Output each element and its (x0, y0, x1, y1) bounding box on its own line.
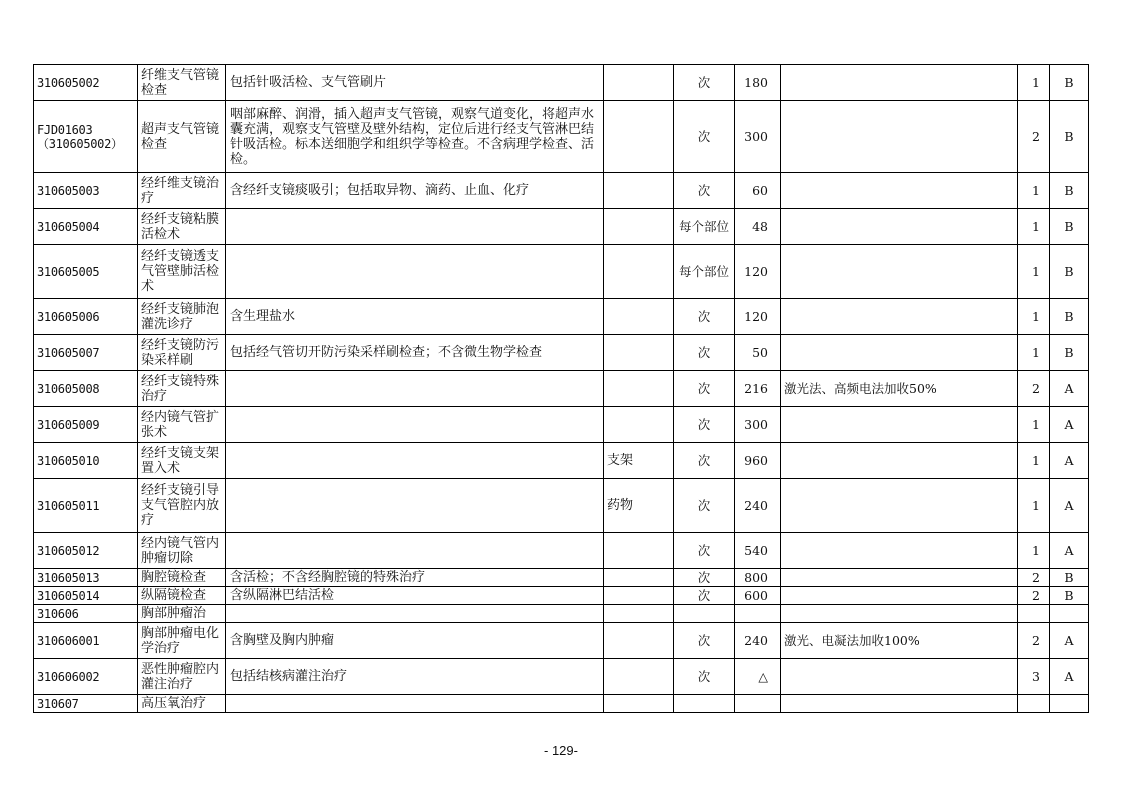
item-category-cell: B (1050, 569, 1089, 587)
item-code-cell: 310605004 (34, 209, 138, 245)
item-unit-cell: 次 (674, 533, 735, 569)
item-code-cell: 310606002 (34, 659, 138, 695)
item-content-cell: 包括针吸活检、支气管刷片 (226, 65, 604, 101)
item-name-cell: 超声支气管镜检查 (138, 101, 226, 173)
item-level-cell: 1 (1018, 443, 1050, 479)
item-level-cell: 3 (1018, 659, 1050, 695)
item-exclusion-cell (604, 173, 674, 209)
item-price-cell: 300 (735, 101, 781, 173)
item-note-cell (781, 587, 1018, 605)
item-category-cell: B (1050, 173, 1089, 209)
item-level-cell: 2 (1018, 587, 1050, 605)
item-note-cell (781, 245, 1018, 299)
item-level-cell: 1 (1018, 299, 1050, 335)
item-category-cell: A (1050, 443, 1089, 479)
item-level-cell: 1 (1018, 65, 1050, 101)
item-exclusion-cell (604, 101, 674, 173)
item-code-cell: 310605014 (34, 587, 138, 605)
item-exclusion-cell (604, 623, 674, 659)
item-name-cell: 胸腔镜检查 (138, 569, 226, 587)
item-price-cell: 540 (735, 533, 781, 569)
item-exclusion-cell (604, 695, 674, 713)
item-name-cell: 纤维支气管镜检查 (138, 65, 226, 101)
table-row (34, 587, 1089, 605)
item-code-cell: 310605003 (34, 173, 138, 209)
item-exclusion-cell (604, 65, 674, 101)
item-name-cell: 经内镜气管扩张术 (138, 407, 226, 443)
item-code-cell: 310606 (34, 605, 138, 623)
item-content-cell (226, 695, 604, 713)
table-row (34, 299, 1089, 335)
item-price-cell: 120 (735, 245, 781, 299)
item-name-cell: 经纤支镜防污染采样刷 (138, 335, 226, 371)
item-content-cell (226, 533, 604, 569)
item-code-cell: 310605009 (34, 407, 138, 443)
item-code-cell: 310607 (34, 695, 138, 713)
item-code-cell: 310605010 (34, 443, 138, 479)
item-category-cell: B (1050, 65, 1089, 101)
item-name-cell: 经纤支镜粘膜活检术 (138, 209, 226, 245)
item-content-cell: 包括结核病灌注治疗 (226, 659, 604, 695)
item-name-cell: 纵隔镜检查 (138, 587, 226, 605)
item-unit-cell: 次 (674, 407, 735, 443)
item-code-cell: 310605011 (34, 479, 138, 533)
item-category-cell: A (1050, 623, 1089, 659)
table-row (34, 443, 1089, 479)
item-price-cell: 180 (735, 65, 781, 101)
item-category-cell: B (1050, 101, 1089, 173)
item-note-cell (781, 443, 1018, 479)
item-note-cell (781, 407, 1018, 443)
item-content-cell (226, 245, 604, 299)
item-name-cell: 经纤支镜特殊治疗 (138, 371, 226, 407)
item-note-cell (781, 335, 1018, 371)
item-exclusion-cell (604, 245, 674, 299)
table-row (34, 101, 1089, 173)
table-row (34, 173, 1089, 209)
item-unit-cell (674, 695, 735, 713)
item-category-cell: B (1050, 299, 1089, 335)
item-exclusion-cell (604, 605, 674, 623)
item-unit-cell: 次 (674, 371, 735, 407)
item-content-cell (226, 443, 604, 479)
fee-table (33, 64, 1089, 713)
item-level-cell (1018, 605, 1050, 623)
item-price-cell: 300 (735, 407, 781, 443)
item-level-cell: 1 (1018, 335, 1050, 371)
item-exclusion-cell (604, 209, 674, 245)
table-row (34, 623, 1089, 659)
table-row (34, 335, 1089, 371)
table-row (34, 371, 1089, 407)
item-unit-cell: 次 (674, 479, 735, 533)
item-category-cell (1050, 695, 1089, 713)
item-content-cell (226, 209, 604, 245)
item-price-cell: △ (735, 659, 781, 695)
item-exclusion-cell (604, 533, 674, 569)
table-row (34, 659, 1089, 695)
item-note-cell (781, 65, 1018, 101)
item-price-cell: 60 (735, 173, 781, 209)
item-price-cell (735, 605, 781, 623)
table-row (34, 569, 1089, 587)
item-unit-cell: 次 (674, 65, 735, 101)
item-exclusion-cell (604, 659, 674, 695)
item-price-cell: 48 (735, 209, 781, 245)
item-price-cell: 240 (735, 623, 781, 659)
item-name-cell: 恶性肿瘤腔内灌注治疗 (138, 659, 226, 695)
table-row (34, 695, 1089, 713)
item-code-cell: 310605002 (34, 65, 138, 101)
item-content-cell (226, 371, 604, 407)
item-price-cell (735, 695, 781, 713)
item-exclusion-cell (604, 569, 674, 587)
item-content-cell: 含经纤支镜痰吸引；包括取异物、滴药、止血、化疗 (226, 173, 604, 209)
item-code-cell: 310605008 (34, 371, 138, 407)
table-row (34, 533, 1089, 569)
item-exclusion-cell: 药物 (604, 479, 674, 533)
item-unit-cell: 次 (674, 623, 735, 659)
table-row (34, 479, 1089, 533)
item-code-cell: FJD01603 （310605002） (34, 101, 138, 173)
item-content-cell: 咽部麻醉、润滑，插入超声支气管镜，观察气道变化，将超声水囊充满，观察支气管壁及壁外结构，定位后进行经支气管淋巴结针吸活检。标本送细胞学和组织学等检查。不含病理学检查、活检。 (226, 101, 604, 173)
item-price-cell: 600 (735, 587, 781, 605)
item-name-cell: 胸部肿瘤治 (138, 605, 226, 623)
item-category-cell (1050, 605, 1089, 623)
table-body (34, 65, 1089, 713)
item-level-cell: 2 (1018, 623, 1050, 659)
item-category-cell: B (1050, 335, 1089, 371)
item-level-cell: 1 (1018, 533, 1050, 569)
item-exclusion-cell (604, 371, 674, 407)
table-row (34, 605, 1089, 623)
item-category-cell: A (1050, 533, 1089, 569)
item-code-cell: 310605007 (34, 335, 138, 371)
item-level-cell: 1 (1018, 407, 1050, 443)
table-row (34, 65, 1089, 101)
item-content-cell (226, 407, 604, 443)
item-exclusion-cell: 支架 (604, 443, 674, 479)
item-unit-cell: 次 (674, 335, 735, 371)
item-category-cell: B (1050, 245, 1089, 299)
item-note-cell (781, 659, 1018, 695)
item-category-cell: B (1050, 209, 1089, 245)
item-note-cell (781, 173, 1018, 209)
item-code-cell: 310605012 (34, 533, 138, 569)
item-category-cell: B (1050, 587, 1089, 605)
item-price-cell: 800 (735, 569, 781, 587)
item-level-cell: 2 (1018, 101, 1050, 173)
item-level-cell (1018, 695, 1050, 713)
item-note-cell (781, 101, 1018, 173)
item-name-cell: 胸部肿瘤电化学治疗 (138, 623, 226, 659)
item-exclusion-cell (604, 299, 674, 335)
item-name-cell: 经纤支镜透支气管壁肺活检术 (138, 245, 226, 299)
item-content-cell (226, 605, 604, 623)
page-number: - 129- (544, 743, 578, 758)
item-unit-cell: 次 (674, 299, 735, 335)
item-level-cell: 1 (1018, 173, 1050, 209)
item-note-cell: 激光、电凝法加收100% (781, 623, 1018, 659)
item-content-cell: 含纵隔淋巴结活检 (226, 587, 604, 605)
item-note-cell (781, 479, 1018, 533)
item-note-cell (781, 299, 1018, 335)
item-unit-cell: 次 (674, 173, 735, 209)
item-content-cell: 含生理盐水 (226, 299, 604, 335)
item-unit-cell: 每个部位 (674, 245, 735, 299)
item-name-cell: 经纤支镜支架置入术 (138, 443, 226, 479)
item-category-cell: A (1050, 407, 1089, 443)
item-code-cell: 310605006 (34, 299, 138, 335)
item-name-cell: 高压氧治疗 (138, 695, 226, 713)
item-level-cell: 1 (1018, 209, 1050, 245)
item-category-cell: A (1050, 371, 1089, 407)
item-unit-cell (674, 605, 735, 623)
item-unit-cell: 每个部位 (674, 209, 735, 245)
item-content-cell: 包括经气管切开防污染采样刷检查；不含微生物学检查 (226, 335, 604, 371)
item-price-cell: 960 (735, 443, 781, 479)
item-name-cell: 经纤支镜引导支气管腔内放疗 (138, 479, 226, 533)
item-unit-cell: 次 (674, 101, 735, 173)
item-name-cell: 经纤维支镜治疗 (138, 173, 226, 209)
item-note-cell (781, 209, 1018, 245)
item-price-cell: 50 (735, 335, 781, 371)
item-level-cell: 2 (1018, 371, 1050, 407)
item-category-cell: A (1050, 479, 1089, 533)
item-exclusion-cell (604, 407, 674, 443)
item-exclusion-cell (604, 587, 674, 605)
item-name-cell: 经内镜气管内肿瘤切除 (138, 533, 226, 569)
table-row (34, 209, 1089, 245)
item-level-cell: 1 (1018, 479, 1050, 533)
item-unit-cell: 次 (674, 443, 735, 479)
item-price-cell: 240 (735, 479, 781, 533)
item-code-cell: 310605005 (34, 245, 138, 299)
item-name-cell: 经纤支镜肺泡灌洗诊疗 (138, 299, 226, 335)
item-unit-cell: 次 (674, 659, 735, 695)
item-price-cell: 216 (735, 371, 781, 407)
item-price-cell: 120 (735, 299, 781, 335)
item-note-cell (781, 569, 1018, 587)
item-content-cell (226, 479, 604, 533)
item-code-cell: 310606001 (34, 623, 138, 659)
item-unit-cell: 次 (674, 587, 735, 605)
item-content-cell: 含胸壁及胸内肿瘤 (226, 623, 604, 659)
item-level-cell: 1 (1018, 245, 1050, 299)
item-code-cell: 310605013 (34, 569, 138, 587)
item-note-cell (781, 533, 1018, 569)
item-note-cell: 激光法、高频电法加收50% (781, 371, 1018, 407)
fee-table-container (33, 64, 1089, 713)
table-row (34, 407, 1089, 443)
item-note-cell (781, 695, 1018, 713)
table-row (34, 245, 1089, 299)
item-exclusion-cell (604, 335, 674, 371)
item-level-cell: 2 (1018, 569, 1050, 587)
item-category-cell: A (1050, 659, 1089, 695)
item-content-cell: 含活检；不含经胸腔镜的特殊治疗 (226, 569, 604, 587)
item-note-cell (781, 605, 1018, 623)
item-unit-cell: 次 (674, 569, 735, 587)
